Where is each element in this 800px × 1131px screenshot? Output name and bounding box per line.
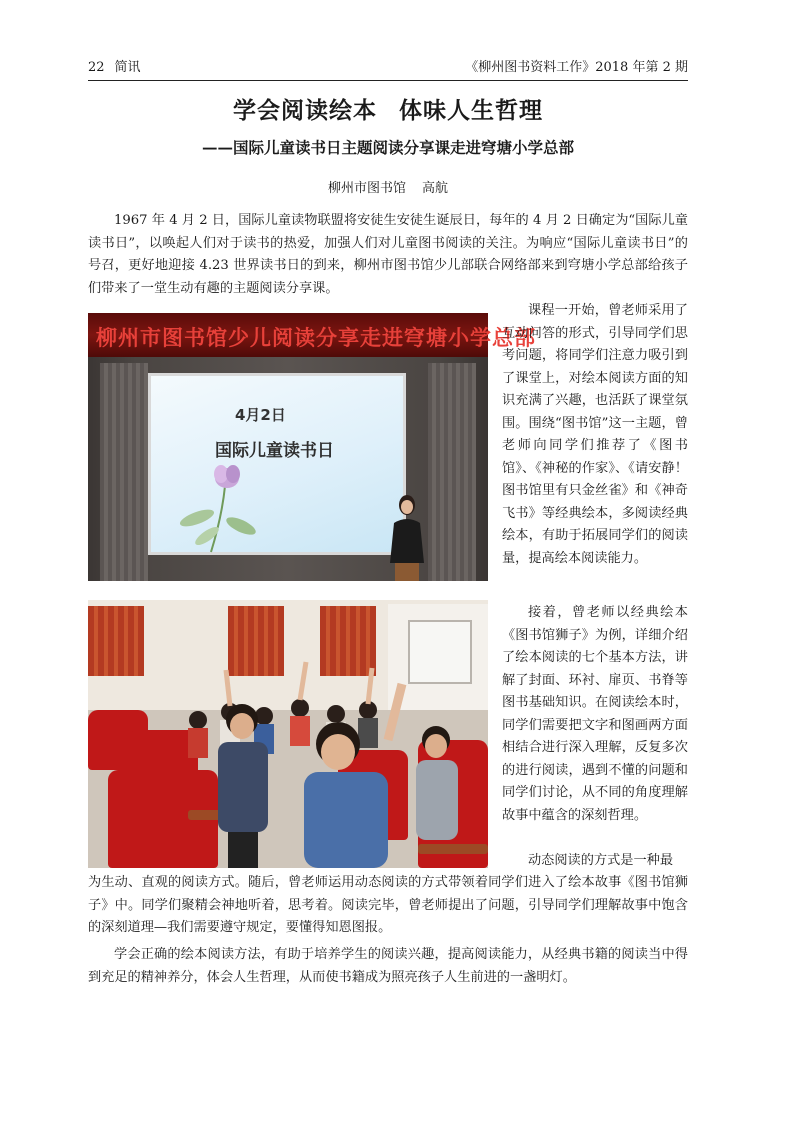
curtain-left [100, 363, 148, 581]
photo-banner [88, 313, 536, 357]
paragraph-3: 接着，曾老师以经典绘本《图书馆狮子》为例，详细介绍了绘本阅读的七个基本方法，讲解了封面、环衬、扉页、书脊等图书基础知识。在阅读绘本时，同学们需要把文字和图画两方面相结合进行深入理解，反复多次的进行阅读，遇到不懂的问题和同学们讨论，从不同的角度理解故事中蕴含的深刻哲理。 [502, 605, 688, 823]
header-rule [88, 80, 688, 81]
byline-author: 高航 [422, 181, 449, 196]
header-left [88, 56, 151, 75]
byline [88, 177, 688, 196]
paragraph-4-start: 动态阅读的方式是一种最 [528, 853, 674, 868]
projection-screen [148, 373, 406, 555]
paragraph-2: 课程一开始，曾老师采用了互动问答的形式，引导同学们思考问题，将同学们注意力吸引到了课堂上，对绘本阅读方面的知识充满了兴趣，也活跃了课堂氛围。围绕“图书馆”这一主题，曾老师向同学们推荐了《图书馆》、《神秘的作家》、《请安静！图书馆里有只金丝雀》和《神奇飞书》等经典绘本，多阅读经典绘本，有助于拓展同学们的阅读量，提高绘本阅读能力。 [502, 303, 688, 566]
student-seated [198, 700, 288, 868]
paragraph-1: 1967 年 4 月 2 日，国际儿童读物联盟将安徒生安徒生诞辰日，每年的 4 月 2 日确定为“国际儿童读书日”，以唤起人们对于读书的热爱，加强人们对儿童图书阅读的关注。为响应“国际儿童读书日”的号召，更好地迎接 4.23 世界读书日的到来，柳州市图书馆少儿部联合网络部来到穹塘小学总部给孩子们带来了一堂生动有趣的主题阅读分享课。 [88, 213, 688, 296]
banner-text: 柳州市图书馆少儿阅读分享走进穹塘小学总部 [96, 326, 536, 350]
student-raising-hand [278, 680, 418, 868]
photo-students-raising-hands [88, 600, 488, 868]
screen-title: 国际儿童读书日 [215, 441, 334, 461]
journal-name: 《柳州图书资料工作》2018 年第 2 期 [465, 60, 688, 75]
flower-illustration [177, 456, 267, 552]
article-title [88, 92, 688, 125]
paragraph-4-continued: 为生动、直观的阅读方式。随后，曾老师运用动态阅读的方式带领着同学们进入了绘本故事《图书馆狮子》中。同学们聚精会神地听着，思考着。阅读完毕，曾老师提出了问题，引导同学们理解故事中饱含的深刻道理—我们需要遵守规定，要懂得知恩图报。 [88, 875, 688, 935]
running-header [88, 56, 688, 76]
curtain-right [428, 363, 476, 581]
window-curtain [88, 606, 144, 676]
section-name: 简讯 [114, 60, 141, 75]
photo-lecture-screen [88, 313, 536, 581]
screen-date: 4月2日 [235, 406, 286, 424]
article-subtitle: ——国际儿童读书日主题阅读分享课走进穹塘小学总部 [201, 138, 574, 157]
teacher-figure [386, 493, 428, 581]
paragraph-5: 学会正确的绘本阅读方法，有助于培养学生的阅读兴趣，提高阅读能力，从经典书籍的阅读当中得到充足的精神养分，体会人生哲理，从而使书籍成为照亮孩子人生前进的一盏明灯。 [88, 947, 688, 985]
byline-org: 柳州市图书馆 [327, 181, 406, 196]
title-part-1: 学会阅读绘本 [233, 97, 377, 124]
page-number: 22 [88, 60, 105, 75]
student-right [408, 720, 468, 860]
title-part-2: 体味人生哲理 [399, 97, 543, 124]
whiteboard [408, 620, 472, 684]
